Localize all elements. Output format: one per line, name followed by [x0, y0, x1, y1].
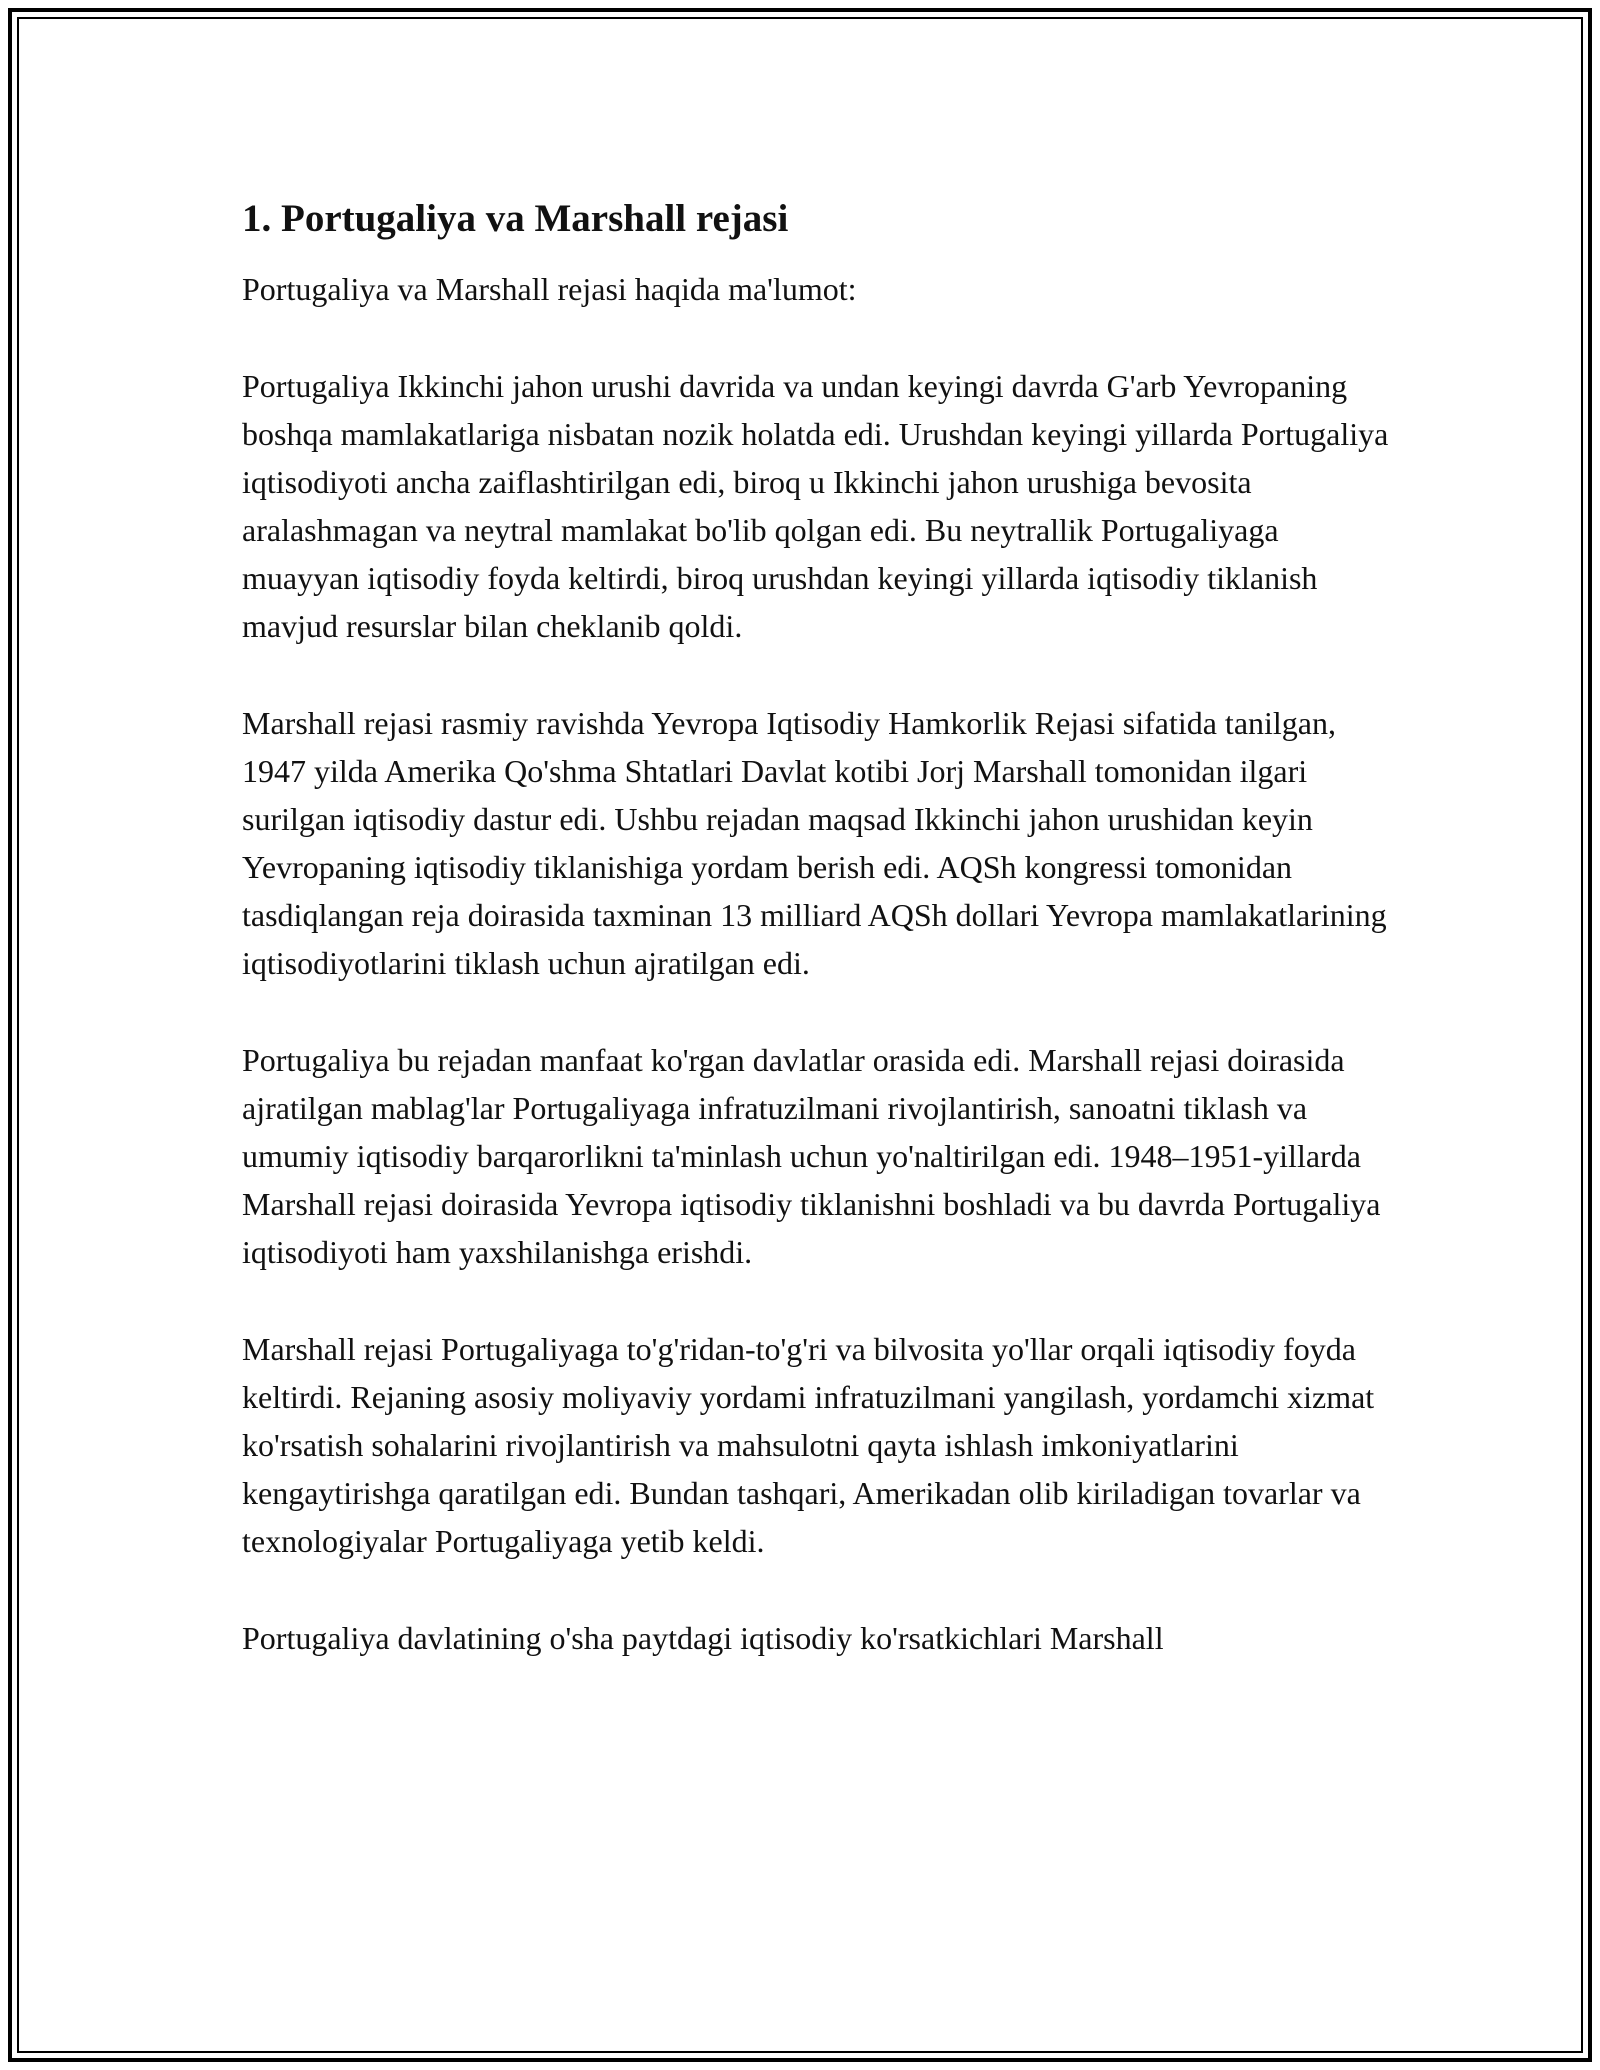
page-border-inner: [17, 17, 1583, 2053]
paragraph-1: Portugaliya Ikkinchi jahon urushi davrida va undan keyingi davrda G'arb Yevropaning boshqa mamlakatlariga nisbatan nozik holatda edi. Urushdan keyingi yillarda Portugaliya iqtisodiyoti ancha zaiflashtirilgan edi, biroq u Ikkinchi jahon urushiga bevosita aralashmagan va neytral mamlakat bo'lib qolgan edi. Bu neytrallik Portugaliyaga muayyan iqtisodiy foyda keltirdi, biroq urushdan keyingi yillarda iqtisodiy tiklanish mavjud resurslar bilan cheklanib qoldi.: [242, 368, 1389, 644]
section-heading: 1. Portugaliya va Marshall rejasi: [242, 197, 789, 240]
document-body: [242, 195, 1392, 1711]
page-border: [8, 8, 1592, 2062]
paragraph-5: Portugaliya davlatining o'sha paytdagi iqtisodiy ko'rsatkichlari Marshall: [242, 1620, 1164, 1656]
intro-line: Portugaliya va Marshall rejasi haqida ma'lumot:: [242, 271, 857, 307]
paragraph-3: Portugaliya bu rejadan manfaat ko'rgan davlatlar orasida edi. Marshall rejasi doirasida ajratilgan mablag'lar Portugaliyaga infratuzilmani rivojlantirish, sanoatni tiklash va umumiy iqtisodiy barqarorlikni ta'minlash uchun yo'naltirilgan edi. 1948–1951-yillarda Marshall rejasi doirasida Yevropa iqtisodiy tiklanishni boshladi va bu davrda Portugaliya iqtisodiyoti ham yaxshilanishga erishdi.: [242, 1042, 1381, 1270]
paragraph-4: Marshall rejasi Portugaliyaga to'g'ridan-to'g'ri va bilvosita yo'llar orqali iqtisodiy foyda keltirdi. Rejaning asosiy moliyaviy yordami infratuzilmani yangilash, yordamchi xizmat ko'rsatish sohalarini rivojlantirish va mahsulotni qayta ishlash imkoniyatlarini kengaytirishga qaratilgan edi. Bundan tashqari, Amerikadan olib kiriladigan tovarlar va texnologiyalar Portugaliyaga yetib keldi.: [242, 1331, 1375, 1559]
paragraph-2: Marshall rejasi rasmiy ravishda Yevropa Iqtisodiy Hamkorlik Rejasi sifatida tanilgan, 1947 yilda Amerika Qo'shma Shtatlari Davlat kotibi Jorj Marshall tomonidan ilgari surilgan iqtisodiy dastur edi. Ushbu rejadan maqsad Ikkinchi jahon urushidan keyin Yevropaning iqtisodiy tiklanishiga yordam berish edi. AQSh kongressi tomonidan tasdiqlangan reja doirasida taxminan 13 milliard AQSh dollari Yevropa mamlakatlarining iqtisodiyotlarini tiklash uchun ajratilgan edi.: [242, 705, 1387, 981]
